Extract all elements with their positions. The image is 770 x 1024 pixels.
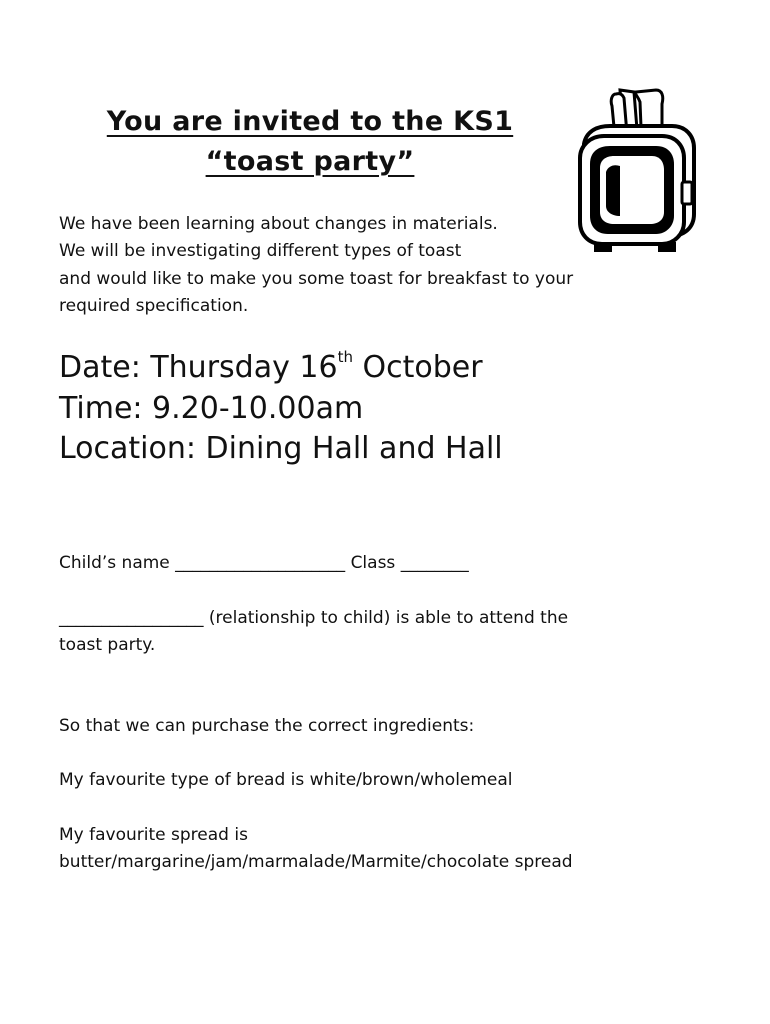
relationship-line-2: toast party. <box>59 635 156 655</box>
spread-preference-line-2: butter/margarine/jam/marmalade/Marmite/chocolate spread <box>59 852 573 872</box>
invitation-subtitle: “toast party” <box>205 146 415 177</box>
event-date-text: Date: Thursday 16 <box>59 350 338 385</box>
purchase-note: So that we can purchase the correct ingredients: <box>59 716 475 736</box>
spread-preference-line-1: My favourite spread is <box>59 825 248 845</box>
event-location: Location: Dining Hall and Hall <box>59 431 503 466</box>
event-time: Time: 9.20-10.00am <box>59 391 364 426</box>
invitation-title: You are invited to the KS1 <box>106 106 514 137</box>
intro-line-2: We will be investigating different types of toast <box>59 241 462 261</box>
event-date <box>59 350 483 385</box>
child-name-line: Child’s name ____________________ Class ________ <box>59 553 469 573</box>
event-date-ordinal: th <box>337 348 353 366</box>
intro-line-4: required specification. <box>59 296 249 316</box>
event-date-month: October <box>352 350 483 385</box>
intro-line-3: and would like to make you some toast for breakfast to your <box>59 269 574 289</box>
intro-line-1: We have been learning about changes in materials. <box>59 214 498 234</box>
bread-preference: My favourite type of bread is white/brown/wholemeal <box>59 770 513 790</box>
toaster-icon <box>576 86 700 256</box>
relationship-line-1: _________________ (relationship to child) is able to attend the <box>59 608 569 628</box>
